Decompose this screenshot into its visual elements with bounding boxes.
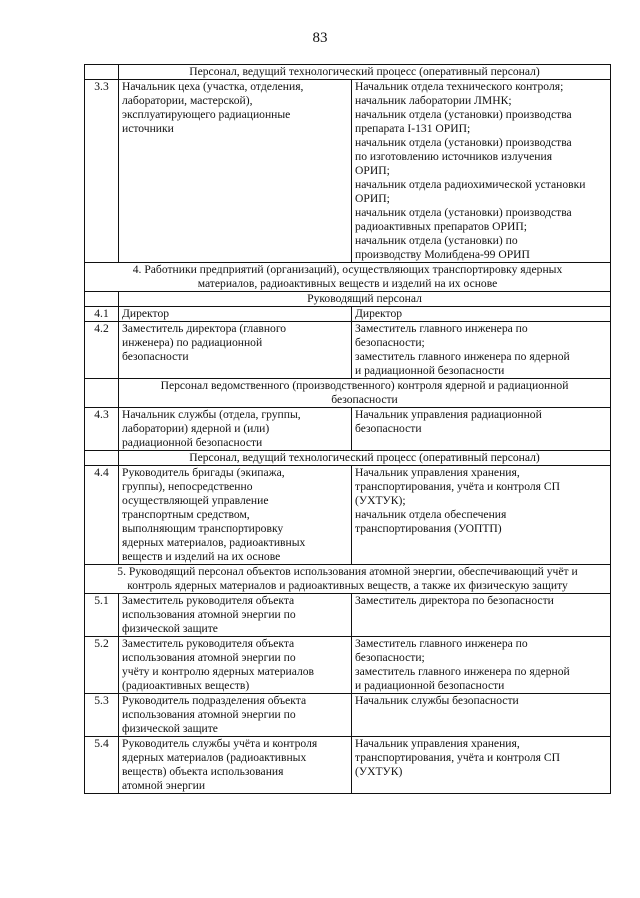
text-line: атомной энергии — [122, 779, 206, 792]
page-number: 83 — [312, 30, 328, 46]
text-line: Заместитель руководителя объекта — [122, 637, 295, 650]
text-line: использования атомной энергии по — [122, 708, 296, 721]
text-line: транспортирования, учёта и контроля СП — [355, 480, 560, 493]
text-line: начальник отдела (установки) производства — [355, 108, 572, 121]
section-heading — [85, 565, 611, 594]
text-line: Начальник службы безопасности — [355, 694, 519, 707]
text-line: ядерных материалов (радиоактивных — [122, 751, 307, 764]
text-line: безопасности; — [355, 651, 425, 664]
text-line: эксплуатирующего радиационные — [122, 108, 291, 121]
text-line: производству Молибдена-99 ОРИП — [355, 248, 530, 261]
category-header-row — [85, 292, 611, 307]
section-heading-row — [85, 565, 611, 594]
text-line: начальник отдела обеспечения — [355, 508, 507, 521]
text-line: Начальник управления радиационной — [355, 408, 542, 421]
equivalent-position-cell — [352, 80, 611, 263]
text-line: безопасности — [331, 393, 398, 406]
text-line: радиационной безопасности — [122, 436, 263, 449]
text-line: инженера) по радиационной — [122, 336, 263, 349]
equivalent-position-cell — [352, 694, 611, 737]
equivalent-position-cell — [352, 322, 611, 379]
category-header-row — [85, 65, 611, 80]
text-line: и радиационной безопасности — [355, 364, 505, 377]
text-line: лаборатории, мастерской), — [122, 94, 253, 107]
text-line: безопасности; — [355, 336, 425, 349]
category-header: Персонал, ведущий технологический процесс (оперативный персонал) — [119, 65, 611, 80]
text-line: Начальник службы (отдела, группы, — [122, 408, 301, 421]
empty-number-cell — [85, 292, 119, 307]
text-line: безопасности — [122, 350, 189, 363]
text-line: заместитель главного инженера по ядерной — [355, 350, 570, 363]
text-line: Начальник управления хранения, — [355, 466, 520, 479]
text-line: группы), непосредственно — [122, 480, 253, 493]
category-header: Персонал, ведущий технологический процесс (оперативный персонал) — [119, 451, 611, 466]
empty-number-cell — [85, 451, 119, 466]
table-row — [85, 637, 611, 694]
text-line: Заместитель директора по безопасности — [355, 594, 554, 607]
equivalent-position-cell — [352, 408, 611, 451]
category-header-row — [85, 451, 611, 466]
position-cell — [119, 80, 352, 263]
text-line: выполняющим транспортировку — [122, 522, 284, 535]
empty-number-cell — [85, 379, 119, 408]
position-cell — [119, 737, 352, 794]
table-row — [85, 80, 611, 263]
text-line: веществ) объекта использования — [122, 765, 284, 778]
text-line: осуществляющей управление — [122, 494, 269, 507]
table-row — [85, 408, 611, 451]
item-number: 4.1 — [85, 307, 119, 322]
text-line: учёту и контролю ядерных материалов — [122, 665, 315, 678]
text-line: 4. Работники предприятий (организаций), осуществляющих транспортировку ядерных — [132, 263, 563, 276]
text-line: материалов, радиоактивных веществ и изделий на их основе — [197, 277, 498, 290]
text-line: Директор — [355, 307, 403, 320]
table-row — [85, 322, 611, 379]
equivalent-position-cell — [352, 594, 611, 637]
text-line: (радиоактивных веществ) — [122, 679, 250, 692]
text-line: по изготовлению источников излучения — [355, 150, 553, 163]
text-line: Начальник управления хранения, — [355, 737, 520, 750]
text-line: использования атомной энергии по — [122, 651, 296, 664]
item-number: 5.4 — [85, 737, 119, 794]
text-line: начальник отдела (установки) по — [355, 234, 518, 247]
position-cell — [119, 637, 352, 694]
table-row — [85, 594, 611, 637]
category-header — [119, 379, 611, 408]
positions-table — [84, 64, 611, 794]
equivalent-position-cell — [352, 637, 611, 694]
text-line: физической защите — [122, 622, 218, 635]
position-cell — [119, 466, 352, 565]
text-line: (УХТУК) — [355, 765, 403, 778]
text-line: начальник отдела (установки) производства — [355, 136, 572, 149]
equivalent-position-cell — [352, 307, 611, 322]
category-header: Руководящий персонал — [119, 292, 611, 307]
text-line: Начальник отдела технического контроля; — [355, 80, 564, 93]
position-cell — [119, 307, 352, 322]
text-line: Персонал ведомственного (производственного) контроля ядерной и радиационной — [160, 379, 569, 392]
text-line: начальник отдела (установки) производства — [355, 206, 572, 219]
item-number: 4.4 — [85, 466, 119, 565]
position-cell — [119, 694, 352, 737]
equivalent-position-cell — [352, 737, 611, 794]
table-row — [85, 466, 611, 565]
text-line: Начальник цеха (участка, отделения, — [122, 80, 304, 93]
text-line: Заместитель руководителя объекта — [122, 594, 295, 607]
item-number: 5.1 — [85, 594, 119, 637]
item-number: 3.3 — [85, 80, 119, 263]
text-line: 5. Руководящий персонал объектов использования атомной энергии, обеспечивающий учёт и — [117, 565, 578, 578]
text-line: ОРИП; — [355, 192, 390, 205]
text-line: использования атомной энергии по — [122, 608, 296, 621]
table-row — [85, 737, 611, 794]
section-heading-row — [85, 263, 611, 292]
text-line: Руководитель службы учёта и контроля — [122, 737, 318, 750]
table-row — [85, 307, 611, 322]
text-line: безопасности — [355, 422, 422, 435]
text-line: физической защите — [122, 722, 218, 735]
equivalent-position-cell — [352, 466, 611, 565]
text-line: радиоактивных препаратов ОРИП; — [355, 220, 527, 233]
text-line: контроль ядерных материалов и радиоактивных веществ, а также их физическую защиту — [127, 579, 568, 592]
item-number: 5.3 — [85, 694, 119, 737]
text-line: Руководитель подразделения объекта — [122, 694, 307, 707]
text-line: Заместитель директора (главного — [122, 322, 287, 335]
position-cell — [119, 322, 352, 379]
position-cell — [119, 408, 352, 451]
text-line: веществ и изделий на их основе — [122, 550, 281, 563]
position-cell — [119, 594, 352, 637]
table-row — [85, 694, 611, 737]
text-line: источники — [122, 122, 174, 135]
item-number: 5.2 — [85, 637, 119, 694]
text-line: транспортирования, учёта и контроля СП — [355, 751, 560, 764]
text-line: и радиационной безопасности — [355, 679, 505, 692]
text-line: ядерных материалов, радиоактивных — [122, 536, 306, 549]
text-line: транспортным средством, — [122, 508, 250, 521]
text-line: Заместитель главного инженера по — [355, 322, 528, 335]
text-line: (УХТУК); — [355, 494, 406, 507]
item-number: 4.3 — [85, 408, 119, 451]
text-line: ОРИП; — [355, 164, 390, 177]
text-line: Директор — [122, 307, 170, 320]
text-line: Руководитель бригады (экипажа, — [122, 466, 285, 479]
category-header-row — [85, 379, 611, 408]
item-number: 4.2 — [85, 322, 119, 379]
text-line: лаборатории) ядерной и (или) — [122, 422, 270, 435]
section-heading — [85, 263, 611, 292]
empty-number-cell — [85, 65, 119, 80]
text-line: заместитель главного инженера по ядерной — [355, 665, 570, 678]
text-line: начальник отдела радиохимической установки — [355, 178, 586, 191]
text-line: препарата I-131 ОРИП; — [355, 122, 471, 135]
text-line: начальник лаборатории ЛМНК; — [355, 94, 512, 107]
text-line: транспортирования (УОПТП) — [355, 522, 502, 535]
text-line: Заместитель главного инженера по — [355, 637, 528, 650]
